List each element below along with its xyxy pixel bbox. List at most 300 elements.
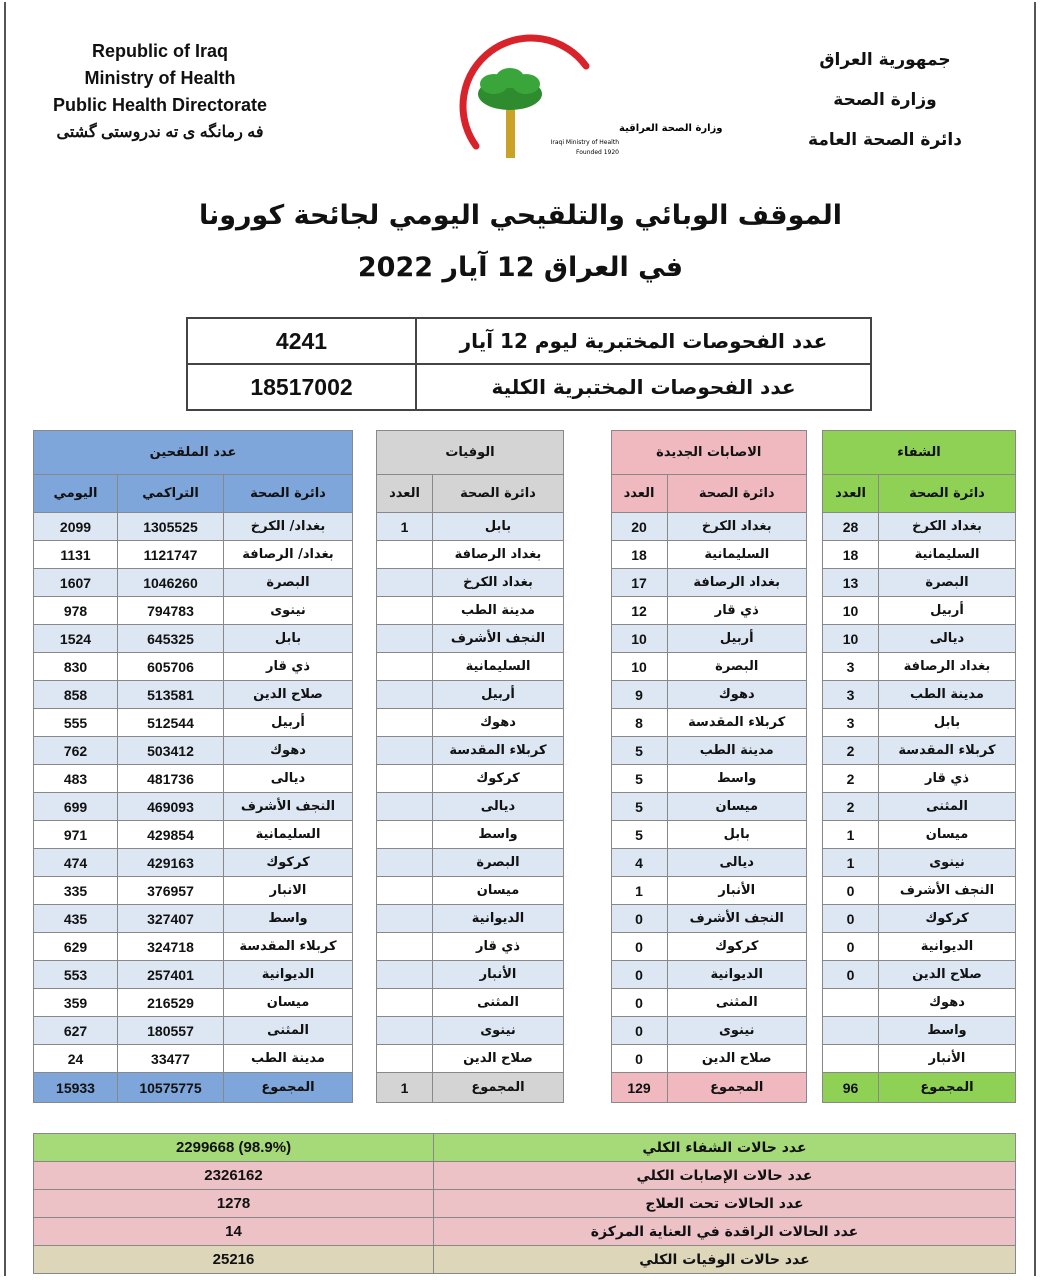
department-cell: كركوك xyxy=(667,933,807,961)
report-title: الموقف الوبائي والتلقيحي اليومي لجائحة كورونا xyxy=(198,200,843,231)
count-cell: 3 xyxy=(823,681,879,709)
daily-cell: 553 xyxy=(34,961,118,989)
department-cell: نينوى xyxy=(433,1017,564,1045)
department-cell: السليمانية xyxy=(667,541,807,569)
col-department: دائرة الصحة xyxy=(667,475,807,513)
gap-cell xyxy=(587,765,611,793)
table-row xyxy=(34,877,353,905)
department-cell: ذي قار xyxy=(433,933,564,961)
count-cell: 18 xyxy=(611,541,667,569)
count-cell xyxy=(823,1045,879,1073)
summary-label: عدد الحالات الراقدة في العناية المركزة xyxy=(434,1218,1016,1246)
gap-cell xyxy=(587,989,611,1017)
header-ar-line: وزارة الصحة xyxy=(833,90,937,110)
department-cell: دهوك xyxy=(667,681,807,709)
department-cell: واسط xyxy=(879,1017,1016,1045)
table-row xyxy=(587,737,807,765)
table-row xyxy=(823,681,1016,709)
table-row xyxy=(377,989,564,1017)
department-cell: دهوك xyxy=(433,709,564,737)
total-row xyxy=(823,1073,1016,1103)
gap-cell xyxy=(587,625,611,653)
department-cell: الانبار xyxy=(224,877,353,905)
summary-label: عدد حالات الإصابات الكلي xyxy=(434,1162,1016,1190)
table-row xyxy=(377,681,564,709)
daily-cell: 24 xyxy=(34,1045,118,1073)
header-en-line: Public Health Directorate xyxy=(52,95,268,115)
count-cell: 5 xyxy=(611,793,667,821)
department-cell: واسط xyxy=(667,765,807,793)
department-cell: ميسان xyxy=(667,793,807,821)
col-department: دائرة الصحة xyxy=(433,475,564,513)
table-row xyxy=(34,905,353,933)
tests-today-value: 4241 xyxy=(187,318,416,364)
tests-total-value: 18517002 xyxy=(187,364,416,410)
table-row xyxy=(377,541,564,569)
cumulative-cell: 512544 xyxy=(118,709,224,737)
table-row xyxy=(377,905,564,933)
count-cell xyxy=(377,681,433,709)
count-cell: 0 xyxy=(611,905,667,933)
department-cell: الديوانية xyxy=(224,961,353,989)
total-value: 96 xyxy=(823,1073,879,1103)
department-cell: ديالى xyxy=(224,765,353,793)
table-row xyxy=(587,569,807,597)
daily-cell: 629 xyxy=(34,933,118,961)
table-row xyxy=(823,793,1016,821)
department-cell: مدينة الطب xyxy=(433,597,564,625)
col-department: دائرة الصحة xyxy=(879,475,1016,513)
summary-row xyxy=(34,1190,1016,1218)
count-cell: 2 xyxy=(823,793,879,821)
table-row xyxy=(823,709,1016,737)
col-cumulative: التراكمي xyxy=(118,475,224,513)
cumulative-cell: 33477 xyxy=(118,1045,224,1073)
table-row xyxy=(377,709,564,737)
count-cell: 1 xyxy=(377,513,433,541)
department-cell: كركوك xyxy=(879,905,1016,933)
count-cell xyxy=(823,989,879,1017)
col-count: العدد xyxy=(611,475,667,513)
table-row xyxy=(377,737,564,765)
table-row xyxy=(587,765,807,793)
gap-cell xyxy=(587,849,611,877)
total-value: 1 xyxy=(377,1073,433,1103)
department-cell: مدينة الطب xyxy=(224,1045,353,1073)
summary-value: 2326162 xyxy=(34,1162,434,1190)
gap-cell xyxy=(587,961,611,989)
department-cell: كربلاء المقدسة xyxy=(433,737,564,765)
col-count: العدد xyxy=(377,475,433,513)
table-row xyxy=(34,1045,353,1073)
table-row xyxy=(377,625,564,653)
count-cell xyxy=(377,905,433,933)
table-row xyxy=(377,933,564,961)
header-en-line: Republic of Iraq xyxy=(91,41,228,61)
department-cell: الديوانية xyxy=(879,933,1016,961)
department-cell: دهوك xyxy=(224,737,353,765)
table-row xyxy=(587,1045,807,1073)
summary-label: عدد حالات الوفيات الكلي xyxy=(434,1246,1016,1274)
department-cell: السليمانية xyxy=(224,821,353,849)
count-cell xyxy=(377,541,433,569)
table-row xyxy=(587,849,807,877)
department-cell: دهوك xyxy=(879,989,1016,1017)
tests-total-row xyxy=(187,364,871,410)
count-cell xyxy=(377,1017,433,1045)
department-cell: بابل xyxy=(433,513,564,541)
count-cell xyxy=(377,597,433,625)
count-cell: 0 xyxy=(823,905,879,933)
department-cell: المثنى xyxy=(433,989,564,1017)
department-cell: ميسان xyxy=(224,989,353,1017)
summary-row xyxy=(34,1134,1016,1162)
summary-value: (98.9%) 2299668 xyxy=(34,1134,434,1162)
table-row xyxy=(377,597,564,625)
table-row xyxy=(823,877,1016,905)
count-cell: 1 xyxy=(823,849,879,877)
daily-cell: 555 xyxy=(34,709,118,737)
table-row xyxy=(34,737,353,765)
palm-tree-icon xyxy=(478,68,542,158)
summary-label: عدد حالات الشفاء الكلي xyxy=(434,1134,1016,1162)
count-cell: 5 xyxy=(611,765,667,793)
gap-cell xyxy=(587,709,611,737)
count-cell: 10 xyxy=(611,625,667,653)
count-cell xyxy=(377,849,433,877)
table-row xyxy=(377,877,564,905)
table-row xyxy=(377,793,564,821)
department-cell: ميسان xyxy=(879,821,1016,849)
table-row xyxy=(823,625,1016,653)
cumulative-cell: 216529 xyxy=(118,989,224,1017)
department-cell: مدينة الطب xyxy=(879,681,1016,709)
gap-cell xyxy=(587,793,611,821)
department-cell: بغداد الرصافة xyxy=(667,569,807,597)
logo-arabic-text: وزارة الصحة العراقية xyxy=(619,123,723,134)
header-arabic xyxy=(790,40,980,160)
table-row xyxy=(587,877,807,905)
table-row xyxy=(34,821,353,849)
department-cell: أربيل xyxy=(433,681,564,709)
table-row xyxy=(823,961,1016,989)
table-row xyxy=(34,569,353,597)
daily-cell: 359 xyxy=(34,989,118,1017)
table-row xyxy=(34,653,353,681)
daily-cell: 1131 xyxy=(34,541,118,569)
department-cell: الأنبار xyxy=(667,877,807,905)
gap-cell xyxy=(587,821,611,849)
count-cell xyxy=(377,877,433,905)
tests-total-label: عدد الفحوصات المختبرية الكلية xyxy=(416,364,871,410)
tests-today-row xyxy=(187,318,871,364)
count-cell: 12 xyxy=(611,597,667,625)
count-cell: 13 xyxy=(823,569,879,597)
summary-value: 1278 xyxy=(34,1190,434,1218)
table-row xyxy=(587,821,807,849)
department-cell: الأنبار xyxy=(433,961,564,989)
department-cell: ميسان xyxy=(433,877,564,905)
count-cell: 28 xyxy=(823,513,879,541)
table-row xyxy=(823,653,1016,681)
daily-cell: 474 xyxy=(34,849,118,877)
count-cell xyxy=(377,625,433,653)
tests-today-label: عدد الفحوصات المختبرية ليوم 12 آيار xyxy=(416,318,871,364)
cumulative-cell: 1121747 xyxy=(118,541,224,569)
table-row xyxy=(377,849,564,877)
table-row xyxy=(377,961,564,989)
table-row xyxy=(34,765,353,793)
cumulative-cell: 503412 xyxy=(118,737,224,765)
department-cell: أربيل xyxy=(667,625,807,653)
ministry-logo xyxy=(436,36,723,176)
total-row xyxy=(587,1073,807,1103)
count-cell xyxy=(377,933,433,961)
gap-cell xyxy=(587,1073,611,1103)
count-cell xyxy=(377,793,433,821)
summary-value: 25216 xyxy=(34,1246,434,1274)
count-cell: 8 xyxy=(611,709,667,737)
gap-cell xyxy=(587,513,611,541)
count-cell: 5 xyxy=(611,821,667,849)
header-english xyxy=(40,38,280,146)
table-row xyxy=(587,681,807,709)
department-cell: بغداد الكرخ xyxy=(879,513,1016,541)
department-cell: المثنى xyxy=(667,989,807,1017)
gap-cell xyxy=(587,475,611,513)
count-cell: 0 xyxy=(611,933,667,961)
total-label: المجموع xyxy=(667,1073,807,1103)
count-cell xyxy=(377,709,433,737)
summary-row xyxy=(34,1162,1016,1190)
deaths-table xyxy=(376,430,564,1103)
count-cell: 0 xyxy=(611,989,667,1017)
department-cell: البصرة xyxy=(879,569,1016,597)
department-cell: نينوى xyxy=(879,849,1016,877)
table-row xyxy=(823,1045,1016,1073)
department-cell: بابل xyxy=(224,625,353,653)
daily-cell: 2099 xyxy=(34,513,118,541)
daily-cell: 699 xyxy=(34,793,118,821)
gap-cell xyxy=(587,905,611,933)
total-value: 129 xyxy=(611,1073,667,1103)
table-row xyxy=(377,513,564,541)
count-cell xyxy=(377,737,433,765)
department-cell: صلاح الدين xyxy=(667,1045,807,1073)
table-row xyxy=(587,1017,807,1045)
table-row xyxy=(823,849,1016,877)
department-cell: المثنى xyxy=(879,793,1016,821)
department-cell: البصرة xyxy=(433,849,564,877)
cumulative-cell: 376957 xyxy=(118,877,224,905)
table-row xyxy=(587,709,807,737)
table-row xyxy=(823,513,1016,541)
count-cell xyxy=(823,1017,879,1045)
total-cumulative: 10575775 xyxy=(118,1073,224,1103)
total-label: المجموع xyxy=(879,1073,1016,1103)
count-cell: 3 xyxy=(823,709,879,737)
daily-cell: 971 xyxy=(34,821,118,849)
daily-cell: 830 xyxy=(34,653,118,681)
department-cell: السليمانية xyxy=(433,653,564,681)
cumulative-cell: 257401 xyxy=(118,961,224,989)
table-row xyxy=(823,821,1016,849)
table-row xyxy=(823,905,1016,933)
table-row xyxy=(34,597,353,625)
count-cell: 1 xyxy=(611,877,667,905)
table-row xyxy=(587,989,807,1017)
department-cell: ديالى xyxy=(433,793,564,821)
col-count: العدد xyxy=(823,475,879,513)
daily-cell: 627 xyxy=(34,1017,118,1045)
department-cell: النجف الأشرف xyxy=(667,905,807,933)
table-row xyxy=(377,569,564,597)
department-cell: مدينة الطب xyxy=(667,737,807,765)
new-cases-table xyxy=(587,430,807,1103)
department-cell: كركوك xyxy=(433,765,564,793)
table-row xyxy=(823,1017,1016,1045)
department-cell: أربيل xyxy=(224,709,353,737)
gap-cell xyxy=(587,681,611,709)
count-cell: 0 xyxy=(823,933,879,961)
total-label: المجموع xyxy=(433,1073,564,1103)
count-cell: 2 xyxy=(823,765,879,793)
header-en-line: Ministry of Health xyxy=(84,68,236,88)
daily-cell: 435 xyxy=(34,905,118,933)
department-cell: أربيل xyxy=(879,597,1016,625)
count-cell: 5 xyxy=(611,737,667,765)
table-row xyxy=(587,625,807,653)
table-row xyxy=(34,513,353,541)
table-row xyxy=(587,513,807,541)
cumulative-cell: 481736 xyxy=(118,765,224,793)
count-cell: 18 xyxy=(823,541,879,569)
col-department: دائرة الصحة xyxy=(224,475,353,513)
cumulative-cell: 180557 xyxy=(118,1017,224,1045)
department-cell: بغداد/ الرصافة xyxy=(224,541,353,569)
table-row xyxy=(34,933,353,961)
department-cell: بغداد الكرخ xyxy=(667,513,807,541)
summary-value: 14 xyxy=(34,1218,434,1246)
count-cell xyxy=(377,961,433,989)
table-row xyxy=(34,541,353,569)
cumulative-cell: 513581 xyxy=(118,681,224,709)
department-cell: كربلاء المقدسة xyxy=(667,709,807,737)
table-row xyxy=(34,793,353,821)
table-row xyxy=(823,989,1016,1017)
daily-cell: 335 xyxy=(34,877,118,905)
department-cell: بغداد/ الكرخ xyxy=(224,513,353,541)
department-cell: بغداد الرصافة xyxy=(433,541,564,569)
department-cell: النجف الأشرف xyxy=(433,625,564,653)
daily-cell: 1524 xyxy=(34,625,118,653)
department-cell: الديوانية xyxy=(433,905,564,933)
count-cell: 2 xyxy=(823,737,879,765)
department-cell: الديوانية xyxy=(667,961,807,989)
summary-row xyxy=(34,1218,1016,1246)
department-cell: البصرة xyxy=(667,653,807,681)
cumulative-cell: 1305525 xyxy=(118,513,224,541)
department-cell: النجف الأشرف xyxy=(224,793,353,821)
total-row xyxy=(377,1073,564,1103)
department-cell: ذي قار xyxy=(667,597,807,625)
count-cell: 0 xyxy=(611,961,667,989)
department-cell: صلاح الدين xyxy=(224,681,353,709)
count-cell: 1 xyxy=(823,821,879,849)
count-cell: 0 xyxy=(823,961,879,989)
vaccinated-table xyxy=(33,430,353,1103)
department-cell: نينوى xyxy=(667,1017,807,1045)
department-cell: صلاح الدين xyxy=(879,961,1016,989)
table-row xyxy=(587,793,807,821)
table-row xyxy=(823,597,1016,625)
table-row xyxy=(823,541,1016,569)
daily-cell: 762 xyxy=(34,737,118,765)
count-cell xyxy=(377,1045,433,1073)
recoveries-table xyxy=(822,430,1016,1103)
count-cell xyxy=(377,569,433,597)
department-cell: الأنبار xyxy=(879,1045,1016,1073)
count-cell xyxy=(377,765,433,793)
table-row xyxy=(377,1017,564,1045)
gap-cell xyxy=(587,653,611,681)
department-cell: كركوك xyxy=(224,849,353,877)
table-row xyxy=(34,849,353,877)
cases-title: الاصابات الجديدة xyxy=(611,431,807,475)
department-cell: نينوى xyxy=(224,597,353,625)
table-row xyxy=(377,1045,564,1073)
gap-cell xyxy=(587,737,611,765)
table-row xyxy=(377,821,564,849)
header-ar-line: دائرة الصحة العامة xyxy=(808,130,962,150)
table-row xyxy=(823,569,1016,597)
count-cell: 10 xyxy=(823,597,879,625)
header-ar-line: جمهورية العراق xyxy=(819,50,951,70)
gap-cell xyxy=(587,597,611,625)
cumulative-cell: 429163 xyxy=(118,849,224,877)
department-cell: بابل xyxy=(667,821,807,849)
vaccinated-title: عدد الملقحين xyxy=(34,431,353,475)
department-cell: صلاح الدين xyxy=(433,1045,564,1073)
table-row xyxy=(823,765,1016,793)
count-cell: 9 xyxy=(611,681,667,709)
cumulative-cell: 469093 xyxy=(118,793,224,821)
department-cell: البصرة xyxy=(224,569,353,597)
table-row xyxy=(587,933,807,961)
summary-table xyxy=(33,1133,1016,1274)
header-kurdish-line: فه رمانگه ی ته ندروستی گشتی xyxy=(56,124,264,141)
department-cell: بغداد الكرخ xyxy=(433,569,564,597)
count-cell: 4 xyxy=(611,849,667,877)
department-cell: كربلاء المقدسة xyxy=(879,737,1016,765)
table-row xyxy=(34,989,353,1017)
gap-cell xyxy=(587,541,611,569)
department-cell: ذي قار xyxy=(879,765,1016,793)
count-cell: 3 xyxy=(823,653,879,681)
table-row xyxy=(587,961,807,989)
count-cell: 0 xyxy=(823,877,879,905)
table-row xyxy=(34,961,353,989)
table-row xyxy=(34,709,353,737)
department-cell: النجف الأشرف xyxy=(879,877,1016,905)
department-cell: ديالى xyxy=(667,849,807,877)
department-cell: واسط xyxy=(224,905,353,933)
total-row xyxy=(34,1073,353,1103)
count-cell: 10 xyxy=(611,653,667,681)
total-label: المجموع xyxy=(224,1073,353,1103)
table-row xyxy=(587,905,807,933)
count-cell xyxy=(377,989,433,1017)
